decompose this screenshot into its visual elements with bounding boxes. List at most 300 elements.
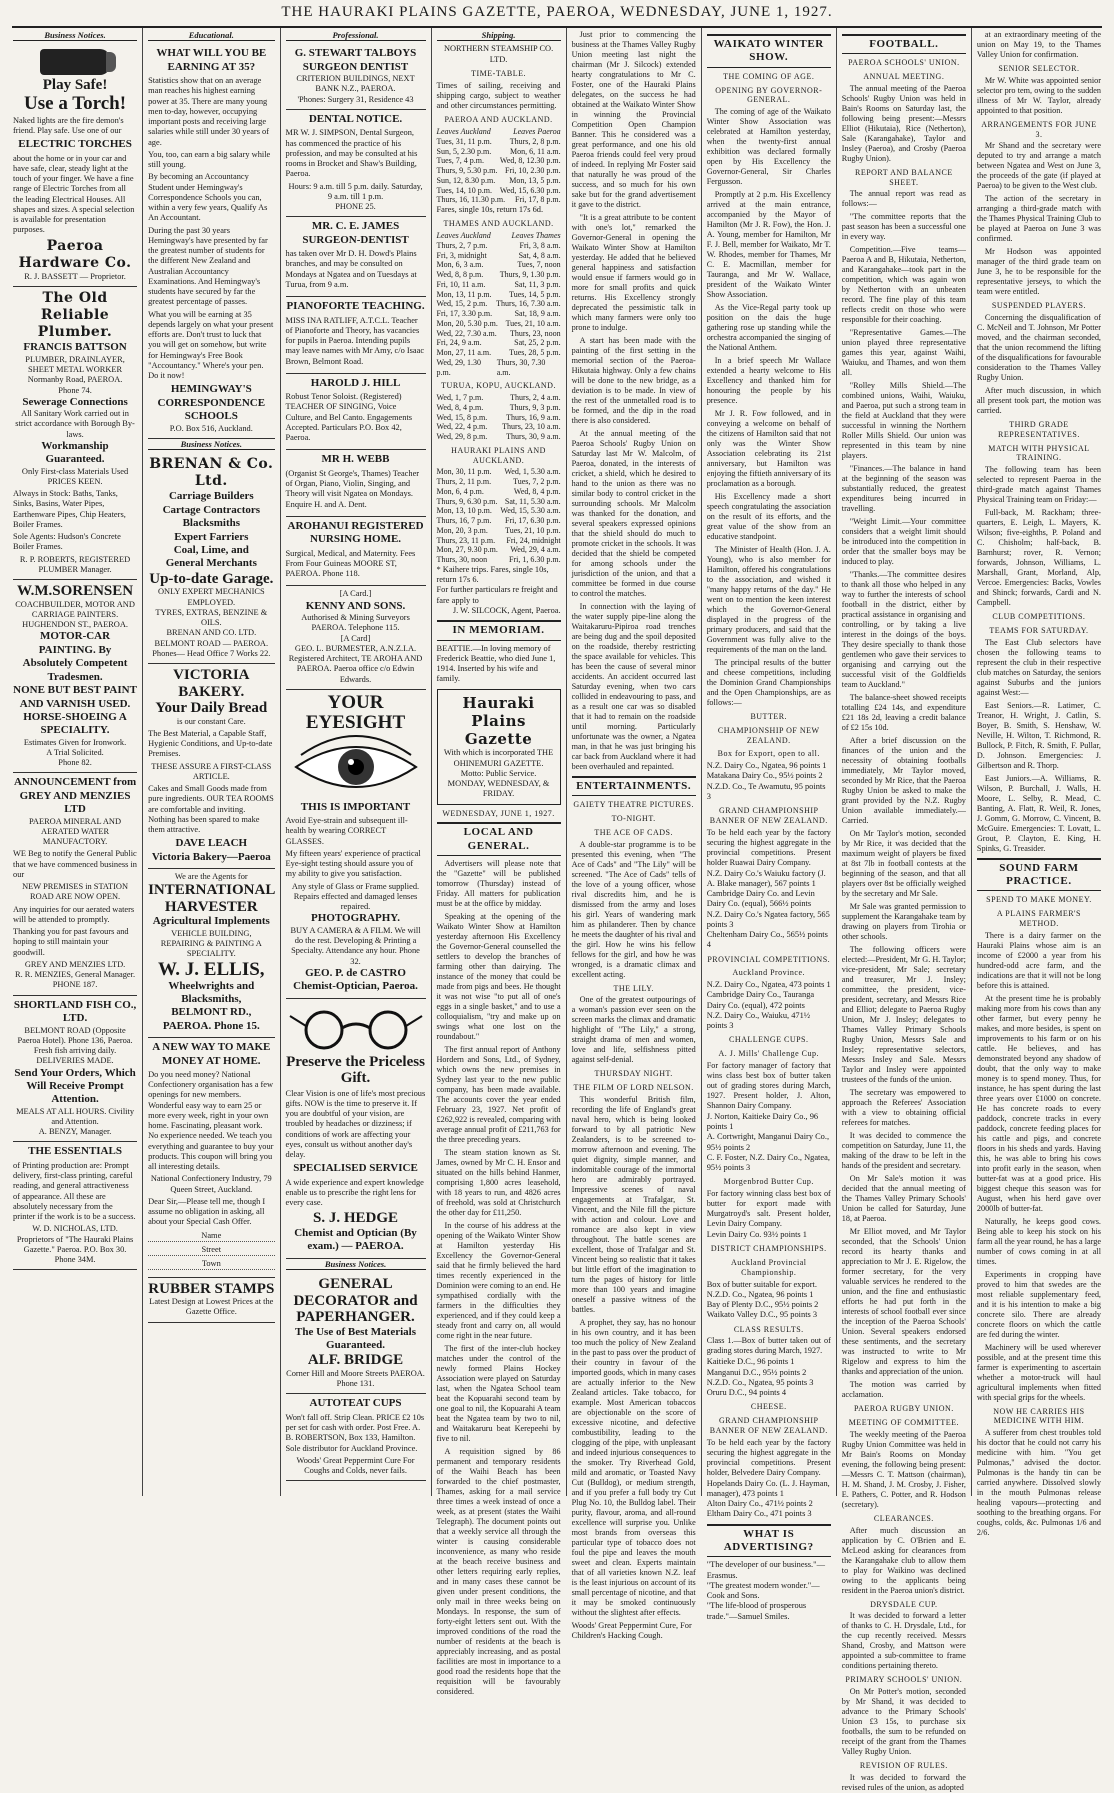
tt: TIME-TABLE. (471, 68, 526, 78)
days: MONDAY, WEDNESDAY, & FRIDAY. (447, 779, 550, 799)
local-p1: Advertisers will please note that the "Gazette" will be published tomorrow (Thursday) instead of Friday. All matters for publication must be at the office by midday. (436, 859, 561, 909)
timetable-row (437, 338, 561, 348)
timetable-cell: Thurs, 2, 4 a.m. (510, 393, 561, 403)
c7-p1: The annual meeting of the Paeroa Schools' Rugby Union was held in Bain's Rooms on Saturday last, the following being present:—Messrs Elliot (Hikutaia), Rice (Netherton), Sale (Karangahake), Taylor and Insley (Paeroa), and Crosby (Paeroa Rugby Union). (841, 83, 966, 163)
c8-p3: Mr Shand and the secretary were deputed to try and arrange a match between Ngatea and West on June 3, the proceeds of the gate (if played at Paeroa) to be given to the West club. (976, 141, 1101, 191)
timetable-row (437, 156, 561, 166)
local-p7: A requisition signed by 86 permanent and temporary residents of the Waihi Beach has been forwarded to the chief postmaster, Thames, asking for a mail service three times a week instead of once a week, as at present (states the Waihi Telegraph). The document points out that a weekly service all through the winter is causing considerable inconvenience, as many who reside at the beach receive business and other letters requiring early replies, and in many cases these cannot be given under present conditions, the only mail in three weeks being on Mondays. In response, the sum of forty-eight letters sent out. With the improved conditions of the road the number of residents at the beach is appreciably increasing, and as postal facilities are most in importance to a good road the residents hope that the requisition will be favourably considered. (436, 1447, 561, 1697)
c6-p8: The principal results of the butter and cheese competitions, including the Dominion Grand Championships and the Open Championships, are as follows:— (706, 658, 831, 708)
repairs: Repairs effected and damaged lenses repaired. (293, 891, 418, 912)
sorensen-trade: COACHBUILDER, MOTOR AND CARRIAGE PAINTERS. (15, 599, 135, 619)
challenge: CHALLENGE CUPS. (728, 1035, 809, 1045)
grand-text: To be held each year by the factory securing the highest aggregate in the provincial competitions. Present holder Ruawai Dairy Company. (706, 827, 831, 867)
piano: PIANOFORTE TEACHING. (286, 300, 425, 313)
revision: REVISION OF RULES. (859, 1761, 948, 1771)
dear: Dear Sir,—Please tell me, though I assume no obligation in asking, all about your Special Cash Offer. (148, 1196, 266, 1227)
ellis-ad (148, 869, 274, 1038)
lily-text: One of the greatest outpourings of a woman's passion ever seen on the screen marks the climax and dramatic highlight of "The Lily," a strong, straight drama of men and women, love and life, selfishness pitted against self-denial. (571, 995, 696, 1065)
timetable-row (437, 137, 561, 147)
col-head: Business Notices. (13, 30, 137, 41)
r1-table (437, 137, 561, 205)
c6-p4: In a brief speech Mr Wallace extended a hearty welcome to His Excellency and thanked him for honouring the people by his presence. (706, 356, 831, 406)
motorcar: MOTOR-CAR PAINTING. By Absolutely Competent Tradesmen. (22, 630, 128, 683)
club: CLUB COMPETITIONS. (992, 612, 1086, 621)
timetable-row (437, 241, 561, 251)
c7-p23: It was decided to forward the revised rules of the union, as adopted (841, 1772, 966, 1792)
c7-p9: "Thanks.—The committee desires to thank all those who helped in any way to further the interests of school football in the district, either by practical assistance in organising and controlling, or by taking a live interest in the doings of the boys. They desire specially to thank those gentlemen who gave their services to organising and carrying out the successful visit of the Goldfields team to Auckland." (841, 570, 966, 690)
timetable-row (437, 290, 561, 300)
c8-p10: The East Club selectors have chosen the following teams to represent the club in their respective club matches on Saturday, the seniors against Suburbs and the juniors against West:— (976, 637, 1101, 697)
timetable-cell: Mon, 20, 5.30 p.m. (436, 318, 498, 328)
morris-text: For factory winning class best box of butter for export made with Murgatroyd's salt. Present holder, Levin Dairy Company. (706, 1189, 831, 1229)
c8-p18: A sufferer from chest troubles told his doctor that he could not carry his medicine with him. "You get Pulmonas," advised the doctor. Pulmonas is the handy tin can be carried anywhere. Dissolved slowly in the mouth Pulmonas release healing vapours—protecting and soothing to the breathing organs. For coughs, colds, &c. Pulmonas 1/6 and 2/6. (976, 1428, 1101, 1538)
torch-body: about the home or in your car and have safe, clear, steady light at the touch of your finger. We have a fine range of Electric Torches from all the leading Electrical Houses. All shapes and sizes. A special selection is available for presentation purposes. (13, 153, 135, 235)
announcement: ANNOUNCEMENT from GREY AND MENZIES LTD (13, 776, 137, 816)
timetable-cell: Wed, 15, 6.30 p.m. (499, 185, 561, 195)
c8-p8: The following team has been selected to represent Paeroa in the third-grade match against Thames Physical Training team on Friday:— (976, 465, 1101, 504)
timetable-cell: Tues, 7, 4 p.m. (436, 156, 485, 166)
col-head: Educational. (148, 30, 274, 41)
timetable-cell: Wed, 1, 5.30 a.m. (504, 467, 561, 477)
result-item: Matakana Dairy Co., 95½ points 2 (706, 771, 823, 781)
sorensen-ad (13, 580, 137, 773)
sorensen: W.M.SORENSEN (16, 583, 134, 600)
result-item: Cambridge Dairy Co. and Levin Dairy Co. (equal), 566½ points (706, 889, 815, 909)
hem-p2: You, too, can earn a big salary while still young. (148, 149, 271, 170)
important: THIS IS IMPORTANT (300, 800, 411, 813)
grey-menzies-ad (13, 773, 137, 995)
torch-title: Play Safe! (42, 77, 108, 94)
ag: Agricultural Implements (152, 915, 270, 928)
advert-3: "The life-blood of prosperous trade."—Samuel Smiles. (706, 1601, 807, 1621)
silcock: J. W. SILCOCK, Agent, Paeroa. (452, 605, 561, 615)
timetable-row (437, 166, 561, 176)
photo-text: BUY A CAMERA & A FILM. We will do the rest. Developing & Printing a Specialty. Attendance any hour. Phone 32. (290, 925, 421, 966)
timetable-row (437, 195, 561, 205)
r2-head-left: Leaves Auckland (436, 231, 491, 241)
r2-head (437, 231, 561, 241)
football-sub: PAEROA SCHOOLS' UNION. (848, 58, 960, 68)
agents: Sole Agents: Hudson's Concrete Boiler Frames. (13, 532, 121, 552)
ace-text: A double-star programme is to be presented this evening, when "The Ace of Cads" and "The Lily" will be screened. "The Ace of Cads" tells of the love of a young officer, whose rival discredits him, and he is dismissed from the army and loses his girl. Years of wandering mark him as philanderer. Then by chance he meets the daughter of his rival and the girl. How he wins his fellow fellows for the girl, and how he was wronged, is a dramatic climax and excellent acting. (571, 839, 696, 979)
belmont: BELMONT ROAD (Opposite Paeroa Hotel). Phone 136, Paeroa. (17, 1025, 133, 1045)
nerves: NOW HE CARRIES HIS MEDICINE WITH HIM. (993, 1406, 1085, 1426)
name-line[interactable] (148, 1231, 274, 1242)
clear-article (842, 1526, 966, 1596)
brenan-3: Blacksmiths (182, 517, 241, 530)
show-sub1: THE COMING OF AGE. (723, 71, 815, 81)
torch-text: Naked lights are the fire demon's friend. Play safe. Use one of our (13, 115, 124, 136)
timetable-cell: Fri, 3, 8 a.m. (519, 240, 561, 250)
sewerage: Sewerage Connections (22, 395, 128, 408)
local-article (437, 859, 561, 1697)
hardware-name: Paeroa Hardware Co. (18, 237, 132, 271)
timetable-cell: Wed, 15, 2 p.m. (436, 299, 488, 309)
c5-p2: "It is a great attribute to be content with one's lot," remarked the Governor-General in opening the Waikato Winter Show at Hamilton yesterday. He added that he believed general happiness and satisfaction would ensue if farmers would go in more for small profits and quick returns. His Excellency strongly deprecated the pessimistic talk in which many farmers were only too prone to indulge. (571, 213, 696, 332)
timetable-cell: Sat, 25, 2 p.m. (514, 338, 561, 348)
c7-p2: The annual report was read as follows:— (841, 189, 966, 209)
r1-head (437, 127, 561, 137)
ratliff: MISS INA RATLIFF, A.T.C.L. Teacher of Pianoforte and Theory, has vacancies for pupils in Paeroa. Intending pupils may leave names with Mr Amy, c/o Isaac Brown, Belmont Road. (285, 315, 425, 366)
arohanui-ad (286, 517, 426, 587)
prov: PROVINCIAL COMPETITIONS. (707, 954, 831, 964)
preserve: Preserve the Priceless Gift. (286, 1053, 425, 1087)
brenan: BRENAN & Co. Ltd. (149, 456, 274, 490)
style: Any style of Glass or Frame supplied. (291, 881, 420, 891)
hem-p4: During the past 30 years Hemingway's have presented by far the greatest number of students for the different New Zealand and Australian Accountancy Examinations. And Hemingway's students have secured by far the greatest percentage of passes. (148, 225, 268, 307)
timetable-row (437, 516, 561, 526)
victoria-ad (148, 664, 274, 869)
timetable-cell: Wed, 29, 4 a.m. (510, 545, 561, 555)
sorensen-addr: HUGHENDON ST., PAEROA. (22, 620, 128, 630)
timetable-cell: Wed, 8, 4 p.m. (436, 402, 484, 412)
c8-p12: East Juniors.—A. Williams, R. Wilson, P. Burchall, J. Walls, H. Moore, L. Selby, R. Mead, C. Banting, A. Flatt, R. Weil, R. Jones, J. Gomm, G. Morrow, C. Vincent, B. McGuire. Emergencies: T. Lovatt, L. Grout, P. Clayton, E. King, H. Spinks, G. Treasider. (976, 773, 1101, 853)
brenan-4: Expert Farriers (174, 530, 249, 543)
third: THIRD GRADE REPRESENTATIVES. (998, 420, 1080, 439)
c5-p5: In connection with the laying of the water supply pipe-line along the Waitakaruru-Pipiroa road trenches are being dug and the spoil deposited on the roadside, thereby restricting the space available for vehicles. This has been the cause of several minor accidents. An accident occurred last Saturday evening, when two cars collided in endeavouring to pass, and as a result one car was so disabled that it had to remain on the roadside until morning. Particularly unfortunate was the owner, a Ngatea man, in that he was just bringing his car back from Auckland where it had been overhauled and repainted. (571, 602, 696, 771)
photo: PHOTOGRAPHY. (311, 912, 400, 925)
timetable-cell: Tues, 7, 2 p.m. (513, 477, 561, 487)
revision-article (842, 1773, 966, 1793)
r3-table (437, 393, 561, 442)
bread: Your Daily Bread (155, 700, 268, 717)
timetable-cell: Fri, 17, 6.30 p.m. (505, 516, 561, 526)
c6-p5: Mr J. R. Fow followed, and in conveying a welcome on behalf of the citizens of Hamilton said that not only was the Winter Show Association celebrating its 21st anniversary, but Hamilton was enjoying the fiftieth anniversary of its proclamation as a borough. (706, 409, 831, 489)
timetable-cell: Thurs, 9, 1.30 p.m. (499, 270, 561, 280)
plumber-ad (13, 287, 137, 580)
kenny-ad (286, 586, 426, 689)
c7-p15: It was decided to commence the competition on Saturday, June 11, the making of the draw to be left in the hands of the president and secretary. (841, 1131, 966, 1171)
benzy: A. BENZY, Manager. (38, 1127, 112, 1137)
rubber: RUBBER STAMPS (148, 1280, 275, 1297)
c8-p13: There is a dairy farmer on the Hauraki Plains whose aim is an income of £2000 a year from his hundred-odd acre farm, and the indications are that it will not be long before this is attained. (976, 930, 1101, 990)
column-1 (8, 28, 143, 1496)
show-head: WAIKATO WINTER SHOW. (707, 34, 831, 68)
torch-icon (40, 49, 110, 75)
timetable-row (437, 280, 561, 290)
result-item: Bay of Plenty D.C., 95½ points 2 (706, 1300, 819, 1310)
street-line[interactable] (148, 1245, 274, 1256)
challenge-text: For factory manager of factory that wins class best box of butter taken out of grading stores during March, 1927. Present holder, J. Alton, Shannon Dairy Company. (706, 1060, 831, 1110)
c8-p5: Mr Hodson was appointed manager of the third grade team on June 3, he to be responsible for the representative jerseys, to which the team were entitled. (976, 247, 1101, 297)
kenny: KENNY AND SONS. (305, 599, 406, 612)
tonight: TO-NIGHT. (611, 814, 656, 824)
class: CLASS RESULTS. (733, 1324, 804, 1334)
timetable-row (437, 432, 561, 442)
committee: MEETING OF COMMITTEE. (848, 1418, 959, 1428)
victoria: VICTORIA BAKERY. (173, 667, 250, 700)
agents: We are the Agents for (174, 872, 248, 882)
ace: THE ACE OF CADS. (594, 827, 673, 837)
timetable-cell: Thurs, 16, 11.30 p.m. (436, 195, 506, 205)
nelson-text: This wonderful British film, recording the life of England's great naval hero, which is being looked forward to by all patriotic New Zealanders, is to be screened to-morrow afternoon and evening. The quiet dignity, simple manner, and indomitable courage of the immortal hero are admirably portrayed. Impressive scenes of naval engagements at Trafalgar, St. Vincent, and the Nile fill the picture with action and colour. Love and romance are also kept in view throughout. The battle scenes are excellent, those of Trafalgar and St. Vincent being so realistic that it takes but little effort of the imagination to turn the pages of history for little more than 100 years and imagine oneself a passive witness of the battles. (571, 1094, 696, 1314)
timetable-cell: Tues, 7, noon (517, 260, 561, 270)
timetable-row (437, 555, 561, 565)
ellis-addr: BELMONT RD., PAEROA. Phone 15. (162, 1006, 260, 1032)
timetable-cell: Tues, 28, 5 p.m. (509, 348, 561, 358)
timetable-row (437, 422, 561, 432)
result-item: A. Cortwright, Manganui Dairy Co., 95½ points 2 (706, 1132, 830, 1152)
timetable-row (437, 358, 561, 378)
c8-article-7 (977, 931, 1101, 1403)
simpson-ad (286, 110, 426, 217)
lily-article (572, 995, 696, 1065)
rubber-ad (148, 1278, 274, 1323)
masthead: THE HAURAKI PLAINS GAZETTE, PAEROA, WEDNESDAY, JUNE 1, 1927. (12, 4, 1102, 28)
hardware-prop: R. J. BASSETT — Proprietor. (24, 271, 126, 281)
c7-p10: The balance-sheet showed receipts totalling £24 14s, and expenditure £21 18s 2d, leaving a credit balance of £2 15s 10d. (841, 693, 966, 733)
inquiries: Any inquiries for our aerated waters will be attended to promptly. (13, 904, 135, 924)
c6-p7: The Minister of Health (Hon. J. A. Young), who is also member for Hamilton, offered his congratulations to the association, and wished it "many happy returns of the day." He went on to mention the keen interest which the Governor-General displayed in the progress of the primary producers, and said that the Government was fully alive to the requirements of the man on the land. (706, 545, 831, 655)
bridge: ALF. BRIDGE (307, 1352, 404, 1369)
result-item: Waikato Valley D.C., 95 points 3 (706, 1310, 818, 1320)
phones: Phones— Head Office 7 Works 22. (152, 648, 271, 658)
r4-table (437, 467, 561, 565)
autoteat-text: Won't fall off. Strip Clean. PRICE £2 10s per set for cash with order. Post Free. A. B. ROBERTSON, Box 133, Hamilton. Sole distributor for Auckland Province. (285, 1412, 425, 1453)
timetable-row (437, 393, 561, 403)
timetable-row (437, 309, 561, 319)
mineral: PAEROA MINERAL AND AERATED WATER MANUFACTORY. (29, 816, 122, 847)
drysdale: DRYSDALE CUP. (870, 1599, 938, 1609)
phone25: PHONE 25. (335, 202, 376, 212)
timetable-cell: Thurs, 9, 5.30 p.m. (436, 166, 498, 176)
hedge: S. J. HEDGE (313, 1210, 399, 1227)
c7-p5: "Representative Games.—The union played three representative games this year, against Waihi, Waiuku, and Thames, and won them all. (841, 328, 966, 378)
primary-article (842, 1687, 966, 1757)
c8-article-1 (977, 30, 1101, 60)
timetable-cell: Fri, 24, midnight (506, 535, 561, 545)
arrangements: ARRANGEMENTS FOR JUNE 3. (981, 119, 1097, 139)
result-item: N.Z. Dairy Co.'s Waiuku factory (J. A. Blake manager), 567 points 1 (706, 868, 826, 888)
kaihere: * Kaihere trips. Fares, single 10s, return 17s 6. (436, 564, 549, 585)
nsc: NORTHERN STEAMSHIP CO. LTD. (443, 44, 554, 64)
greyltd: GREY AND MENZIES LTD. (24, 959, 126, 969)
hill-text: Robust Tenor Soloist. (Registered) TEACHER OF SINGING, Voice Culture, and Bel Canto. Engagements Accepted. Particulars P.O. Box 42, Paeroa. (285, 392, 413, 443)
street-label: Street (201, 1244, 222, 1254)
sound: SOUND FARM PRACTICE. (977, 858, 1101, 892)
brenan-5: Coal, Lime, and (173, 544, 249, 557)
service: SPECIALISED SERVICE (293, 1162, 418, 1175)
c7-p13: Mr Sale was granted permission to supplement the Karangahake team by drawing on players from Tirohia or other schools. (841, 902, 966, 942)
c7-p20: After much discussion an application by C. O'Brien and E. McLeod asking for clearances from the Karangahake club to allow them to play for Waikino was declined owing to the applicants being resident in the Paeroa union's district. (841, 1525, 966, 1595)
arohanui-text: Surgical, Medical, and Maternity. Fees From Four Guineas MOORE ST, PAEROA. Phone 118. (285, 548, 416, 579)
dateline: WEDNESDAY, JUNE 1, 1927. (442, 808, 555, 818)
c6-p3: As the Vice-Regal party took up position on the dais the huge gathering rose up standing while the orchestra accompanied the singing of the National Anthem. (706, 303, 831, 353)
result-item: Oruru D.C., 94 points 4 (706, 1388, 787, 1398)
timetable-cell: Mon, 20, 3 p.m. (436, 525, 488, 535)
fish: Fresh fish arriving daily. DELIVERIES MADE. (33, 1046, 117, 1066)
timetable-cell: Fri, 10, 2.30 p.m. (505, 166, 561, 176)
timetable-row (437, 413, 561, 423)
advert-text: "The developer of our business."—Erasmus. (706, 1560, 825, 1580)
timetable-row (437, 260, 561, 270)
timetable-row (437, 467, 561, 477)
hem-p3: By becoming an Accountancy Student under Hemingway's Correspondence Schools you can, within a very few years, Qualify As An Accountant. (148, 172, 268, 223)
c8-p16: Experiments in cropping have proved to him that swedes are the most reliable supplementary feed, and it is his intention to make a big concrete silo. There are already concrete floors on which the cattle are fed during the winter. (976, 1269, 1101, 1339)
timetable-cell: Thurs, 2, 11 p.m. (436, 477, 492, 487)
rubber-sub: Latest Design at Lowest Prices at the Gazette Office. (149, 1297, 274, 1317)
fifteen: My fifteen years' experience of practical Eye-sight testing should assure you of my ability to give you satisfaction. (285, 848, 421, 879)
result-item: Cambridge Dairy Co., Tauranga Dairy Co. (equal), 472 points (706, 990, 815, 1010)
route2: THAMES AND AUCKLAND. (443, 219, 554, 229)
brenan-road: BELMONT ROAD — PAEROA. (154, 638, 269, 648)
c7-p18: The motion was carried by acclamation. (841, 1380, 966, 1400)
timetable-row (437, 270, 561, 280)
best: The Best Material, a Capable Staff, Hygienic Conditions, and Up-to-date Premises. (148, 728, 273, 759)
kenny-text: Authorised & Mining Surveyors PAEROA. Telephone 115. (301, 613, 410, 633)
timetable-cell: Wed, 22, 7.30 a.m. (436, 328, 497, 338)
result-item: N.Z.D. Co., Te Awamutu, 95 points 3 (706, 781, 826, 801)
timetable-cell: Thurs, 9, 6.30 p.m. (436, 496, 498, 506)
town-line[interactable] (148, 1259, 274, 1270)
challenge-sub: A. J. Mills' Challenge Cup. (718, 1049, 819, 1059)
mechanics: ONLY EXPERT MECHANICS EMPLOYED. (158, 587, 265, 607)
cheese: CHEESE. (750, 1402, 787, 1412)
woods: Woods' Great Peppermint Cure, For Children's Hacking Cough. (571, 1620, 692, 1641)
ellis: W. J. ELLIS, (158, 958, 265, 980)
result-item: N.Z.D. Co., Ngatea, 95 points 3 (706, 1377, 814, 1387)
advert-2: "The greatest modern wonder."—Cook and Sons. (706, 1580, 820, 1601)
district: DISTRICT CHAMPIONSHIPS. (710, 1244, 827, 1254)
spend: SPEND TO MAKE MONEY. (986, 895, 1092, 905)
timetable-cell: Thurs, 16, 7.30 a.m. (496, 299, 561, 309)
workmanship: Workmanship Guaranteed. (41, 439, 109, 466)
timetable-cell: Thurs, 30, 7.30 a.m. (496, 357, 546, 377)
eyesight-ad (286, 690, 426, 999)
c7-p11: After a brief discussion on the finances of the union and the necessity of obtaining footballs immediately, Mr Taylor moved, seconded by Mr Rice, that the Paeroa Rugby Union be asked to make the grant provided by the N.Z. Rugby Union available immediately.—Carried. (841, 736, 966, 826)
avoid: Avoid Eye-strain and subsequent ill-health by wearing CORRECT GLASSES. (285, 816, 408, 846)
timetable-cell: Sun, 5, 2.30 p.m. (436, 146, 492, 156)
timetable-row (437, 487, 561, 497)
c5-p3: A start has been made with the painting of the first setting in the memorial section of the Paeroa-Hikutaia highway. Only a few chains will be done to the new bridge, as a deviation is to be made. In view of the rest of the unmetalled road is to be formed, and the dip in the road there is also considered. (571, 336, 696, 425)
james-text: has taken over Mr D. H. Dowd's Plains branches, and may be consulted on Mondays at Ngatea and on Tuesdays at Turua, from 9 a.m. (285, 249, 417, 289)
column-5 (567, 28, 702, 1641)
lily: THE LILY. (613, 983, 654, 993)
selector: SENIOR SELECTOR. (998, 64, 1080, 73)
timetable-row (437, 329, 561, 339)
talboys-ad (286, 44, 426, 110)
timetable-cell: Mon, 27, 9.30 p.m. (436, 545, 498, 555)
cakes: Cakes and Small Goods made from pure ingredients. OUR TEA ROOMS are comfortable and inviting. Nothing has been spared to make them attractive. (148, 784, 274, 835)
local-head: LOCAL AND GENERAL. (437, 822, 561, 856)
timetable-cell: Wed, 1, 7 p.m. (436, 393, 484, 403)
cc-list (707, 1112, 831, 1174)
r1-head-right: Leaves Paeroa (513, 127, 561, 137)
report-article (842, 189, 966, 1400)
timetable-cell: Thurs, 9, 3 p.m. (509, 402, 561, 412)
c8-p17: Machinery will be used wherever possible, and at the present time this farmer is experimenting to ascertain whether a motor-truck will haul agricultural implements when fitted with special grips for the wheels. (976, 1342, 1101, 1402)
meals: MEALS AT ALL HOURS. Civility and Attention. (16, 1106, 135, 1126)
d-list (707, 1290, 831, 1321)
col-head: Shipping. (437, 30, 561, 41)
timetable-cell: Sat, 4, 8 a.m. (518, 250, 561, 260)
none-but: NONE BUT BEST PAINT AND VARNISH USED. (13, 684, 137, 710)
timetable-cell: Sat, 18, 9 a.m. (514, 309, 561, 319)
decorator: GENERAL DECORATOR and PAPERHANGER. (293, 1276, 418, 1326)
levin: Levin Dairy Co. 93½ points 1 (706, 1230, 807, 1240)
timetable-cell: Tues, 14, 10 p.m. (436, 185, 493, 195)
timetable-row (437, 506, 561, 516)
result-item: Manganui D.C., 95½ points 2 (706, 1367, 807, 1377)
clearances: CLEARANCES. (873, 1513, 934, 1523)
menzies: R. R. MENZIES, General Manager. (15, 970, 136, 980)
c8-article-2 (977, 76, 1101, 116)
c7-p16: On Mr Sale's motion it was decided that the annual meeting of the Thames Valley Primary Schools' Union be called for Saturday, June 18, at Paeroa. (841, 1174, 966, 1224)
column-6 (702, 28, 837, 1621)
result-item: N.Z. Dairy Co.'s Ngatea factory, 565 points 3 (706, 909, 830, 929)
local-p4: The steam station known as St. James, owned by Mr C. H. Ensor and situated on the hills behind Hanmer, comprising 1,800 acres leasehold, with 18 years to run, and 4826 acres of freehold, was sold at Christchurch the other day for £11,250. (436, 1148, 561, 1218)
timetable-cell: Wed, 15, 8 p.m. (436, 412, 488, 422)
timetable-cell: Wed, 8, 4 p.m. (513, 486, 561, 496)
ent: ENTERTAINMENTS. (572, 776, 696, 796)
timetable-cell: Fri, 17, 8 p.m. (515, 195, 561, 205)
james: MR. C. E. JAMES SURGEON-DENTIST (302, 220, 409, 246)
timetable-row (437, 299, 561, 309)
result-item: N.Z. Dairy Co., Waiuku, 471½ points 3 (706, 1010, 811, 1031)
hedge-sub: Chemist and Optician (By exam.) — PAEROA. (294, 1226, 417, 1253)
nelson-article (572, 1095, 696, 1618)
bc-list (707, 761, 831, 802)
local-p5: In the course of his address at the opening of the Waikato Winter Show at Hamilton yesterday His Excellency the Governor-General said that he firmly believed the hard times recently experienced in the Dominion were coming to an end. He sympathised cordially with the farmers in the difficulties they experienced, and if they could keep a steady front and carry on, all would come right in the near future. (436, 1221, 561, 1341)
money-ad (148, 1038, 274, 1278)
football-article (842, 84, 966, 164)
best-mat: The Use of Best Materials Guaranteed. (295, 1325, 416, 1352)
c7-p19: The weekly meeting of the Paeroa Rugby Union Committee was held in Mr Bain's Rooms on Monday evening, the following being present:—Messrs C. T. Mattson (chairman), H. M. Shand, J. M. Crosby, J. Fisher, E. Pathers, C. Potter, and R. Hodson (secretary). (841, 1429, 966, 1509)
c8-p14: At the present time he is probably making more from his cows than any other farmer, but every penny he makes, and more besides, is spent on improvements to his farm or on his cattle. He believes, and has demonstrated beyond any shadow of doubt, that the only way to make money is to spend money. Thus, for instance, he has spent during the last three years over £1000 on concrete. He has concrete roads to every paddock, concrete tracks in every paddock, concrete feeding places for his cattle and pigs, and concrete floors in his sheds and yards. Having this, he was able to bring his cows into profit early in the season, when butter-fat was at a good price. His biggest cheque this season was for August, when his herd gave over 2000lb of butter-fat. (976, 993, 1101, 1213)
timetable-cell: Mon, 27, 11 a.m. (436, 348, 492, 358)
plumber-title: The Old Reliable Plumber. (37, 290, 113, 341)
local-p3: The first annual report of Anthony Hordern and Sons, Ltd., of Sydney, which owns the new premises in Sydney last year to the new public company, has been made available. The accounts cover the year ended February 23, 1927. Net profit of £262,922 is revealed, comparing with average annual profit of £211,763 for the three preceding years. (436, 1045, 561, 1145)
constant: is our constant Care. (176, 716, 246, 726)
newspaper-columns (8, 28, 1106, 1792)
glasses-icon (286, 1006, 426, 1050)
brenan-2: Cartage Contractors (162, 503, 261, 516)
dental: DENTAL NOTICE. (308, 112, 403, 125)
timetable-cell: Thurs, 23, 11 p.m. (436, 535, 496, 545)
talboys: G. STEWART TALBOYS SURGEON DENTIST (294, 47, 417, 73)
timetable-cell: Fri, 1, 6.30 p.m. (509, 555, 561, 565)
timetable-cell: Thurs, 2, 8 p.m. (509, 136, 561, 146)
col5-article (572, 30, 696, 772)
assure: THESE ASSURE A FIRST-CLASS ARTICLE. (151, 761, 272, 781)
tyres: TYRES, EXTRAS, BENZINE & OILS. (155, 607, 268, 628)
timetable-row (437, 497, 561, 507)
drysdale-article (842, 1611, 966, 1671)
c7-p21: It was decided to forward a letter of thanks to C. H. Drysdale, Ltd., for the cup recently received. Messrs Shand, Crosby, and Mattson were appointed a sub-committee to frame conditions pertaining thereto. (841, 1611, 966, 1671)
brenan-6: General Merchants (165, 557, 257, 570)
gazette-box (437, 689, 561, 805)
stock: Always in Stock: Baths, Tanks, Sinks, Basins, Water Pipes, Earthenware Pipes, Chip Heaters, Boiler Frames. (13, 489, 126, 529)
column-7 (837, 28, 972, 1792)
bridge-addr: Corner Hill and Moore Streets PAEROA. Phone 131. (286, 1368, 425, 1389)
hem-addr: P.O. Box 516, Auckland. (169, 423, 253, 433)
c7-p7: "Finances.—The balance in hand at the beginning of the season was substantially reduced, the greatest expenditures being incurred in travelling. (841, 464, 966, 514)
c8-p9: Full-back, M. Rackham; three-quarters, E. Leigh, L. Mayers, K. Wilson; five-eighths, P. Poland and C. Chisholm; half-back, B. Barnhurst; rover, R. Vernon; forwards, Johnson, Williams, L. Marshall, Grant, Morland, Alp, Vercoe. Emergencies: Backs, Vowles and Shinck; forwards, Cardi and N. Campbell. (976, 508, 1101, 607)
col-head-bn: Business Notices. (148, 439, 274, 450)
ellis-sub: Wheelwrights and Blacksmiths, (168, 979, 255, 1005)
card2: [A Card] (340, 633, 371, 643)
c7-p14: The secretary was empowered to approach the Referees' Association with a view to obtaining official referees for matches. (841, 1088, 966, 1128)
result-item: Cheltenham Dairy Co., 565½ points 4 (706, 930, 828, 950)
teams: TEAMS FOR SATURDAY. (989, 625, 1089, 635)
prov-list (707, 980, 831, 1031)
district-sub: Auckland Provincial Championship. (731, 1258, 807, 1277)
match: MATCH WITH PHYSICAL TRAINING. (988, 443, 1090, 463)
local-p2: Speaking at the opening of the Waikato Winter Show at Hamilton yesterday afternoon His Excellency the Governor-General counselled the settlers to develop the branches of farming other than dairying. The instance of the money that could be made from pigs and bees. He thought it was not wise "to put all of one's eggs in a single basket," and to use a colloquialism, "try and make up on swings what one lost on the roundabout." (436, 912, 561, 1042)
timetable-cell: Tues, 14, 5 p.m. (509, 289, 561, 299)
prophet: A prophet, they say, has no honour in his own country, and it has been too much the policy of New Zealand in the past to pass over the product of their country in favour of the imported goods, which in many cases are actually inferior to the New Zealand articles. Take tobacco, for example. Most American tobaccos are objectionable on the score of excessive nicotine, and defective combustibility, leading to the clogging of the pipe, with unpleasant and indeed injurious consequences to the smoker. Try Riverhead Gold, mild and aromatic, or Toasted Navy Cut (Bulldog), or medium strength, and if you prefer a full body try Cut Plug No. 10, the Bulldog label. Their purity, flavour, aroma, and all-round excellence will surprise you. Unlike most brands from overseas this particular type of tobacco does not foul the pipe and leaves the mouth sweet and clean. Experts maintain that of all varieties known N.Z. leaf is the least injurious on account of its small percentage of nicotine, and that it may be smoked continuously without the slightest after effects. (571, 1317, 696, 1617)
timetable-row (437, 186, 561, 196)
